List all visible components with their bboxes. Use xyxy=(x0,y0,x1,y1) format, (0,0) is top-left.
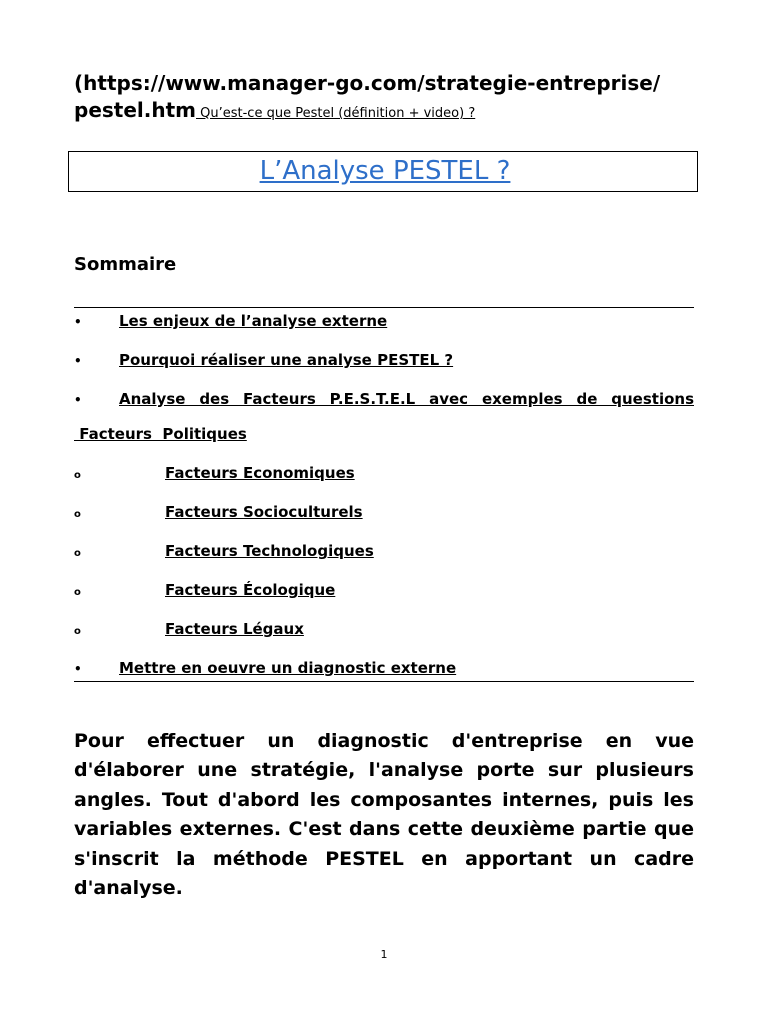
source-url-line2[interactable]: pestel.htm xyxy=(74,98,197,122)
intro-paragraph: Pour effectuer un diagnostic d'entreprise en vue d'élaborer une stratégie, l'analyse porte sur plusieurs angles. Tout d'abord les composantes internes, puis les variables externes. C'est dans cette deuxième partie que s'inscrit la méthode PESTEL en apportant un cadre d'analyse. xyxy=(74,730,694,900)
sommaire-top-rule xyxy=(74,307,694,308)
bullet-dot: • xyxy=(74,393,82,407)
bullet-dot: • xyxy=(74,354,82,368)
bullet-circle: o xyxy=(74,626,81,637)
toc-item-diagnostic xyxy=(74,659,694,681)
toc-item-socioculturels xyxy=(74,503,694,525)
toc-item-economiques xyxy=(74,464,694,486)
bullet-circle: o xyxy=(74,548,81,559)
toc-link-politiques[interactable]: Facteurs Politiques xyxy=(74,425,247,443)
bullet-circle: o xyxy=(74,509,81,520)
toc-item-legaux xyxy=(74,620,694,642)
toc-link-pourquoi[interactable]: Pourquoi réaliser une analyse PESTEL ? xyxy=(119,351,454,369)
bullet-circle: o xyxy=(74,470,81,481)
toc-link-enjeux[interactable]: Les enjeux de l’analyse externe xyxy=(119,312,388,330)
toc-item-pourquoi xyxy=(74,351,694,373)
toc-link-legaux[interactable]: Facteurs Légaux xyxy=(165,620,304,638)
toc-link-economiques[interactable]: Facteurs Economiques xyxy=(165,464,355,482)
source-reference-link[interactable]: Qu’est-ce que Pestel (définition + video) ? xyxy=(196,106,476,121)
toc-item-analyse-facteurs xyxy=(74,390,694,412)
toc-item-enjeux xyxy=(74,312,694,334)
page-title[interactable]: L’Analyse PESTEL ? xyxy=(259,156,511,186)
toc-item-ecologique xyxy=(74,581,694,603)
toc-link-technologiques[interactable]: Facteurs Technologiques xyxy=(165,542,374,560)
title-box xyxy=(68,151,698,192)
toc-link-socioculturels[interactable]: Facteurs Socioculturels xyxy=(165,503,363,521)
bullet-dot: • xyxy=(74,662,82,676)
page-number: 1 xyxy=(380,948,388,961)
sommaire-heading: Sommaire xyxy=(74,254,177,275)
toc-link-diagnostic[interactable]: Mettre en oeuvre un diagnostic externe xyxy=(119,659,457,677)
source-reference xyxy=(74,70,714,127)
bullet-circle: o xyxy=(74,587,81,598)
sommaire-bottom-rule xyxy=(74,681,694,682)
toc-link-ecologique[interactable]: Facteurs Écologique xyxy=(165,581,336,599)
source-url-line2-row xyxy=(74,97,714,127)
source-url-line1[interactable]: (https://www.manager-go.com/strategie-entreprise/ xyxy=(74,71,661,95)
toc-link-analyse-facteurs[interactable]: Analyse des Facteurs P.E.S.T.E.L avec exemples de questions xyxy=(119,390,694,408)
toc-item-technologiques xyxy=(74,542,694,564)
bullet-dot: • xyxy=(74,315,82,329)
